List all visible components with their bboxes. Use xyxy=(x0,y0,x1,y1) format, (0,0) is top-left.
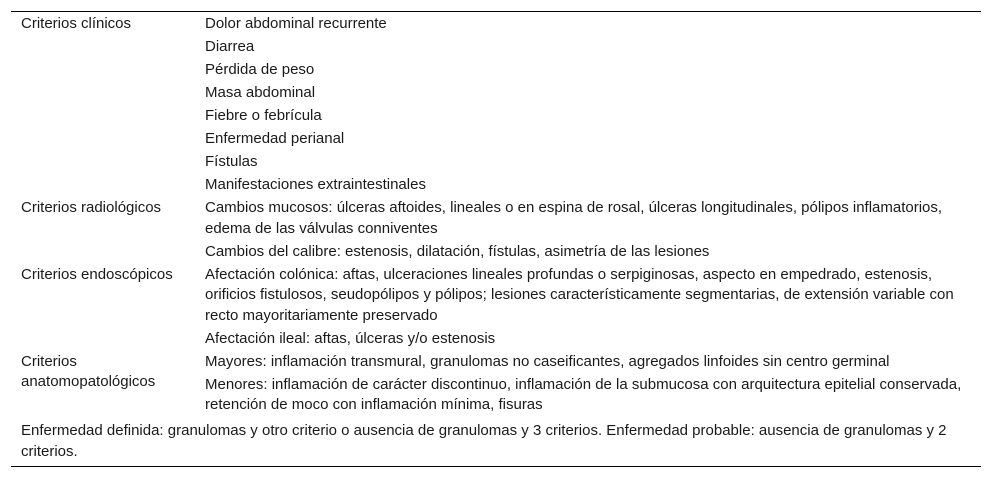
criteria-entry: Pérdida de peso xyxy=(205,61,315,78)
criteria-entry: Afectación ileal: aftas, úlceras y/o estenosis xyxy=(205,329,496,347)
criteria-entry: Masa abdominal xyxy=(205,84,316,101)
criteria-entry: Cambios del calibre: estenosis, dilatación, fístulas, asimetría de las lesiones xyxy=(205,242,710,260)
criteria-entry: Fiebre o febrícula xyxy=(205,107,322,124)
table-footnote-row xyxy=(11,418,981,466)
group-label: Criterios endoscópicos xyxy=(21,265,173,283)
group-label: Criterios clínicos xyxy=(21,15,132,32)
criteria-entry: Cambios mucosos: úlceras aftoides, lineales o en espina de rosal, úlceras longitudinales, pólipos inflamatorios, edema de las válvulas conniventes xyxy=(205,199,943,237)
criteria-group-radiological xyxy=(11,198,981,265)
criteria-entry: Dolor abdominal recurrente xyxy=(205,15,387,32)
criteria-entry: Fístulas xyxy=(205,153,258,170)
group-entries xyxy=(196,352,981,419)
criteria-entry: Enfermedad perianal xyxy=(205,130,345,147)
criteria-group-clinical xyxy=(11,12,981,198)
criteria-table-container xyxy=(11,11,981,467)
group-entries xyxy=(196,198,981,265)
criteria-group-pathological xyxy=(11,352,981,419)
group-label: Criterios anatomopatológicos xyxy=(21,352,156,390)
criteria-group-endoscopic xyxy=(11,265,981,352)
criteria-entry: Diarrea xyxy=(205,38,255,55)
group-entries xyxy=(196,265,981,352)
criteria-entry: Mayores: inflamación transmural, granulomas no caseificantes, agregados linfoides sin centro germinal xyxy=(205,352,890,370)
table-footnote: Enfermedad definida: granulomas y otro criterio o ausencia de granulomas y 3 criterios. Enfermedad probable: ausencia de granulomas y 2 criterios. xyxy=(21,422,947,460)
group-entries xyxy=(196,12,981,198)
criteria-entry: Afectación colónica: aftas, ulceraciones lineales profundas o serpiginosas, aspecto en empedrado, estenosis, orificios fistulosos, seudopólipos y pólipos; lesiones característicamente segmentarias, de extensión variable con recto mayoritariamente preservado xyxy=(205,265,954,324)
group-label: Criterios radiológicos xyxy=(21,199,162,216)
criteria-entry: Manifestaciones extraintestinales xyxy=(205,176,426,193)
criteria-table xyxy=(11,12,981,466)
criteria-entry: Menores: inflamación de carácter discontinuo, inflamación de la submucosa con arquitectura epitelial conservada, retención de moco con inflamación mínima, fisuras xyxy=(205,375,962,413)
